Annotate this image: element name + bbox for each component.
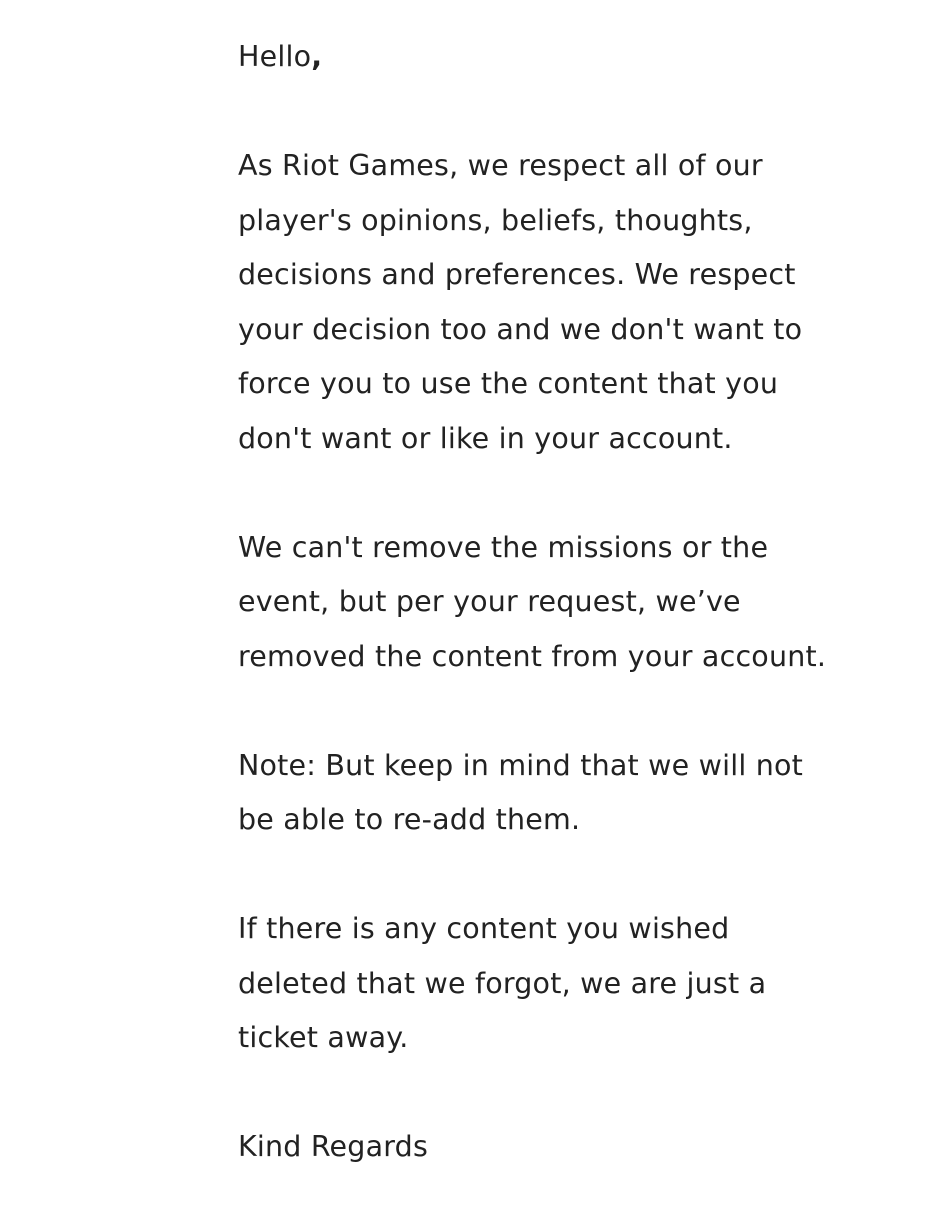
text-line: be able to re-add them. <box>238 803 581 836</box>
email-body <box>238 30 898 1229</box>
text-line: event, but per your request, we’ve <box>238 585 741 618</box>
greeting-punctuation: , <box>311 40 323 73</box>
paragraph-respect <box>238 139 898 466</box>
signoff <box>238 1120 898 1175</box>
paragraph-removal <box>238 521 898 685</box>
paragraph-ticket <box>238 902 898 1066</box>
paragraph-note <box>238 739 898 848</box>
text-line: player's opinions, beliefs, thoughts, <box>238 203 753 237</box>
text-line: deleted that we forgot, we are just a <box>238 966 767 1000</box>
text-line: As Riot Games, we respect all of our <box>238 149 763 182</box>
text-line: your decision too and we don't want to <box>238 312 803 346</box>
greeting <box>238 30 898 85</box>
text-line: If there is any content you wished <box>238 912 730 945</box>
text-line: removed the content from your account. <box>238 639 827 673</box>
text-line: don't want or like in your account. <box>238 421 733 455</box>
signoff-text: Kind Regards <box>238 1130 428 1163</box>
text-line: ticket away. <box>238 1021 409 1054</box>
greeting-text: Hello <box>238 40 312 73</box>
text-line: decisions and preferences. We respect <box>238 258 796 291</box>
text-line: force you to use the content that you <box>238 367 779 400</box>
text-line: Note: But keep in mind that we will not <box>238 748 804 782</box>
text-line: We can't remove the missions or the <box>238 530 769 564</box>
